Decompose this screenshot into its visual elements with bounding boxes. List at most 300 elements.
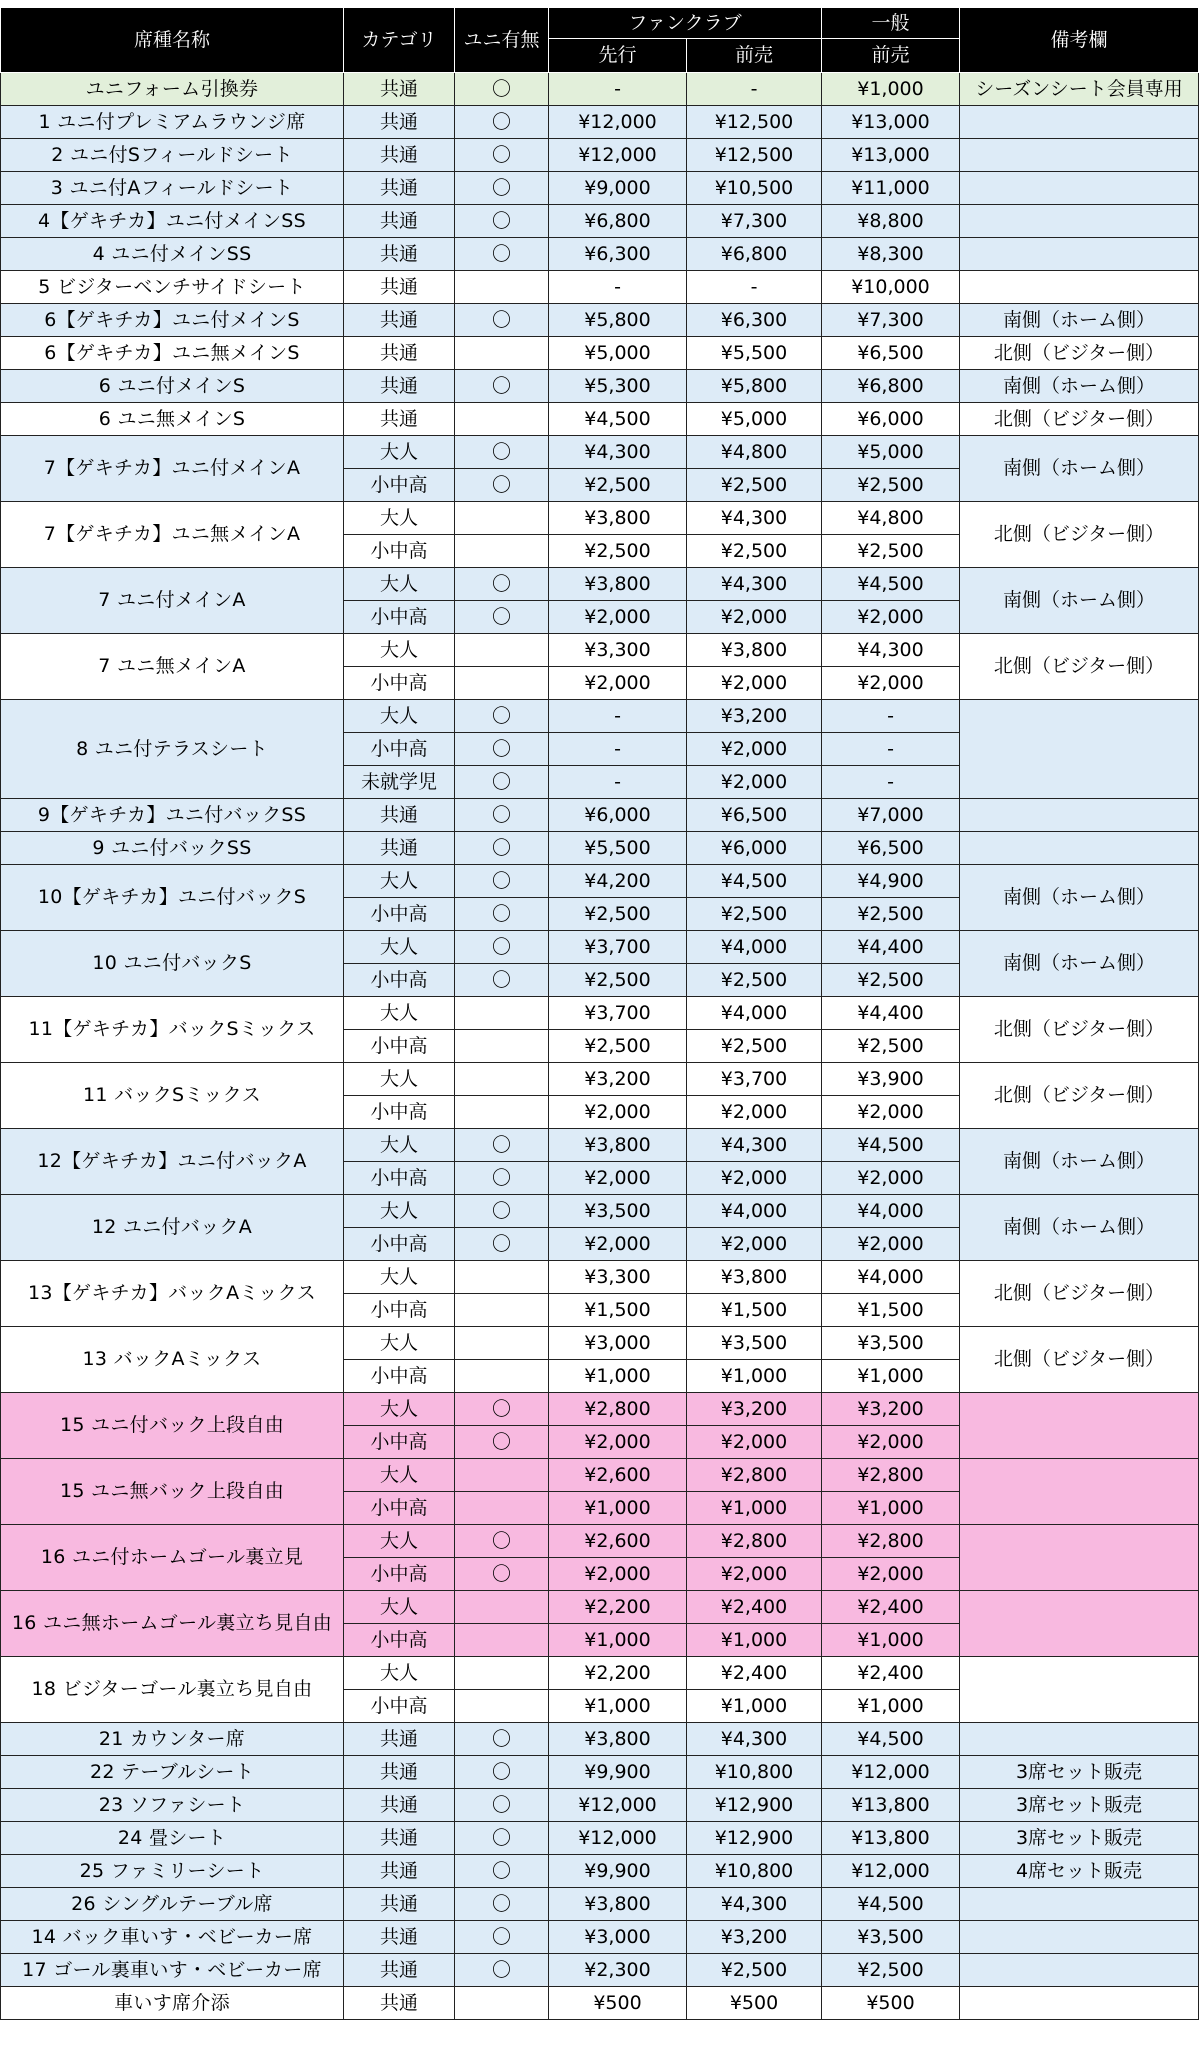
fanclub-presale-price: ¥2,500 xyxy=(687,964,822,997)
table-row xyxy=(1,832,1199,865)
uniform-mark: 〇 xyxy=(455,238,549,271)
table-row xyxy=(1,370,1199,403)
table-row xyxy=(1,205,1199,238)
uniform-mark xyxy=(455,1591,549,1624)
seat-name: 2 ユニ付Sフィールドシート xyxy=(1,139,344,172)
table-row xyxy=(1,1195,1199,1228)
uniform-mark xyxy=(455,1261,549,1294)
fanclub-presale-price: ¥3,700 xyxy=(687,1063,822,1096)
category-cell: 共通 xyxy=(344,106,455,139)
fanclub-presale-price: ¥2,000 xyxy=(687,733,822,766)
fanclub-advance-price: ¥5,300 xyxy=(549,370,687,403)
remarks-cell xyxy=(960,1525,1199,1591)
category-cell: 小中高 xyxy=(344,1558,455,1591)
fanclub-advance-price: ¥9,000 xyxy=(549,172,687,205)
seat-name: 車いす席介添 xyxy=(1,1987,344,2020)
uniform-mark: 〇 xyxy=(455,1426,549,1459)
category-cell: 小中高 xyxy=(344,1162,455,1195)
header-general-presale: 前売 xyxy=(822,39,960,73)
fanclub-advance-price: ¥2,800 xyxy=(549,1393,687,1426)
fanclub-advance-price: ¥3,500 xyxy=(549,1195,687,1228)
table-row xyxy=(1,238,1199,271)
seat-name: 11 バックSミックス xyxy=(1,1063,344,1129)
seat-name: 12【ゲキチカ】ユニ付バックA xyxy=(1,1129,344,1195)
fanclub-advance-price: ¥2,000 xyxy=(549,1558,687,1591)
fanclub-presale-price: ¥500 xyxy=(687,1987,822,2020)
fanclub-advance-price: ¥5,000 xyxy=(549,337,687,370)
general-presale-price: ¥2,500 xyxy=(822,535,960,568)
uniform-mark: 〇 xyxy=(455,205,549,238)
general-presale-price: ¥3,200 xyxy=(822,1393,960,1426)
table-row xyxy=(1,1987,1199,2020)
fanclub-advance-price: ¥4,300 xyxy=(549,436,687,469)
category-cell: 大人 xyxy=(344,1129,455,1162)
fanclub-advance-price: ¥2,500 xyxy=(549,964,687,997)
general-presale-price: ¥3,500 xyxy=(822,1327,960,1360)
table-row xyxy=(1,700,1199,733)
fanclub-advance-price: ¥500 xyxy=(549,1987,687,2020)
remarks-cell: シーズンシート会員専用 xyxy=(960,73,1199,106)
table-row xyxy=(1,931,1199,964)
category-cell: 共通 xyxy=(344,799,455,832)
remarks-cell: 北側（ビジター側） xyxy=(960,997,1199,1063)
fanclub-presale-price: ¥2,000 xyxy=(687,1096,822,1129)
seat-name: 13 バックAミックス xyxy=(1,1327,344,1393)
uniform-mark: 〇 xyxy=(455,931,549,964)
category-cell: 大人 xyxy=(344,1063,455,1096)
fanclub-presale-price: ¥7,300 xyxy=(687,205,822,238)
category-cell: 大人 xyxy=(344,1261,455,1294)
table-row xyxy=(1,403,1199,436)
seat-name: 15 ユニ無バック上段自由 xyxy=(1,1459,344,1525)
uniform-mark xyxy=(455,1492,549,1525)
remarks-cell xyxy=(960,1987,1199,2020)
table-row xyxy=(1,1327,1199,1360)
category-cell: 小中高 xyxy=(344,1624,455,1657)
remarks-cell xyxy=(960,799,1199,832)
uniform-mark xyxy=(455,1294,549,1327)
remarks-cell xyxy=(960,172,1199,205)
fanclub-presale-price: ¥4,300 xyxy=(687,568,822,601)
seat-name: 3 ユニ付Aフィールドシート xyxy=(1,172,344,205)
fanclub-advance-price: ¥9,900 xyxy=(549,1855,687,1888)
seat-name: 12 ユニ付バックA xyxy=(1,1195,344,1261)
uniform-mark xyxy=(455,1459,549,1492)
general-presale-price: ¥2,000 xyxy=(822,1228,960,1261)
category-cell: 共通 xyxy=(344,1888,455,1921)
table-row xyxy=(1,1261,1199,1294)
fanclub-advance-price: ¥3,200 xyxy=(549,1063,687,1096)
fanclub-presale-price: ¥12,500 xyxy=(687,139,822,172)
general-presale-price: ¥500 xyxy=(822,1987,960,2020)
fanclub-presale-price: ¥1,500 xyxy=(687,1294,822,1327)
remarks-cell xyxy=(960,1723,1199,1756)
category-cell: 大人 xyxy=(344,1459,455,1492)
fanclub-presale-price: ¥4,500 xyxy=(687,865,822,898)
uniform-mark xyxy=(455,997,549,1030)
fanclub-advance-price: ¥2,600 xyxy=(549,1525,687,1558)
fanclub-presale-price: ¥12,500 xyxy=(687,106,822,139)
category-cell: 大人 xyxy=(344,1525,455,1558)
category-cell: 共通 xyxy=(344,172,455,205)
fanclub-presale-price: ¥2,400 xyxy=(687,1591,822,1624)
remarks-cell: 南側（ホーム側） xyxy=(960,436,1199,502)
fanclub-advance-price: ¥2,200 xyxy=(549,1657,687,1690)
general-presale-price: - xyxy=(822,700,960,733)
uniform-mark: 〇 xyxy=(455,1822,549,1855)
fanclub-advance-price: ¥2,500 xyxy=(549,535,687,568)
fanclub-advance-price: ¥2,500 xyxy=(549,1030,687,1063)
remarks-cell: 北側（ビジター側） xyxy=(960,403,1199,436)
seat-name: 7 ユニ付メインA xyxy=(1,568,344,634)
remarks-cell: 南側（ホーム側） xyxy=(960,1129,1199,1195)
remarks-cell: 南側（ホーム側） xyxy=(960,370,1199,403)
category-cell: 共通 xyxy=(344,73,455,106)
fanclub-advance-price: ¥2,600 xyxy=(549,1459,687,1492)
uniform-mark: 〇 xyxy=(455,568,549,601)
category-cell: 小中高 xyxy=(344,1360,455,1393)
category-cell: 大人 xyxy=(344,997,455,1030)
general-presale-price: ¥3,900 xyxy=(822,1063,960,1096)
remarks-cell xyxy=(960,1393,1199,1459)
category-cell: 共通 xyxy=(344,271,455,304)
category-cell: 大人 xyxy=(344,436,455,469)
fanclub-advance-price: ¥3,700 xyxy=(549,931,687,964)
remarks-cell: 4席セット販売 xyxy=(960,1855,1199,1888)
category-cell: 共通 xyxy=(344,1756,455,1789)
uniform-mark: 〇 xyxy=(455,832,549,865)
general-presale-price: ¥6,500 xyxy=(822,337,960,370)
fanclub-advance-price: ¥2,500 xyxy=(549,469,687,502)
remarks-cell xyxy=(960,1888,1199,1921)
remarks-cell: 南側（ホーム側） xyxy=(960,1195,1199,1261)
category-cell: 未就学児 xyxy=(344,766,455,799)
category-cell: 大人 xyxy=(344,1195,455,1228)
table-row xyxy=(1,799,1199,832)
fanclub-presale-price: ¥6,800 xyxy=(687,238,822,271)
seat-name: 6【ゲキチカ】ユニ無メインS xyxy=(1,337,344,370)
uniform-mark xyxy=(455,1360,549,1393)
uniform-mark: 〇 xyxy=(455,370,549,403)
uniform-mark xyxy=(455,667,549,700)
category-cell: 大人 xyxy=(344,700,455,733)
uniform-mark xyxy=(455,1096,549,1129)
fanclub-advance-price: ¥1,000 xyxy=(549,1624,687,1657)
fanclub-advance-price: ¥3,800 xyxy=(549,568,687,601)
seat-name: ユニフォーム引換券 xyxy=(1,73,344,106)
category-cell: 小中高 xyxy=(344,1030,455,1063)
general-presale-price: ¥3,500 xyxy=(822,1921,960,1954)
table-row xyxy=(1,1657,1199,1690)
fanclub-presale-price: ¥5,500 xyxy=(687,337,822,370)
seat-price-table xyxy=(0,7,1199,2020)
fanclub-presale-price: ¥12,900 xyxy=(687,1789,822,1822)
category-cell: 共通 xyxy=(344,205,455,238)
uniform-mark xyxy=(455,1624,549,1657)
fanclub-presale-price: ¥2,500 xyxy=(687,1030,822,1063)
uniform-mark xyxy=(455,1327,549,1360)
fanclub-presale-price: ¥12,900 xyxy=(687,1822,822,1855)
category-cell: 小中高 xyxy=(344,1492,455,1525)
seat-name: 18 ビジターゴール裏立ち見自由 xyxy=(1,1657,344,1723)
table-row xyxy=(1,337,1199,370)
remarks-cell: 3席セット販売 xyxy=(960,1789,1199,1822)
fanclub-advance-price: ¥12,000 xyxy=(549,106,687,139)
uniform-mark: 〇 xyxy=(455,469,549,502)
general-presale-price: ¥13,800 xyxy=(822,1789,960,1822)
fanclub-presale-price: ¥6,000 xyxy=(687,832,822,865)
category-cell: 小中高 xyxy=(344,601,455,634)
uniform-mark: 〇 xyxy=(455,1195,549,1228)
fanclub-presale-price: ¥2,000 xyxy=(687,766,822,799)
seat-name: 14 バック車いす・ベビーカー席 xyxy=(1,1921,344,1954)
fanclub-advance-price: ¥6,300 xyxy=(549,238,687,271)
general-presale-price: ¥5,000 xyxy=(822,436,960,469)
category-cell: 共通 xyxy=(344,304,455,337)
fanclub-presale-price: ¥4,300 xyxy=(687,1888,822,1921)
remarks-cell: 南側（ホーム側） xyxy=(960,865,1199,931)
uniform-mark: 〇 xyxy=(455,1723,549,1756)
fanclub-advance-price: ¥4,200 xyxy=(549,865,687,898)
fanclub-advance-price: ¥3,000 xyxy=(549,1921,687,1954)
category-cell: 共通 xyxy=(344,1855,455,1888)
uniform-mark: 〇 xyxy=(455,1162,549,1195)
fanclub-advance-price: ¥3,800 xyxy=(549,1723,687,1756)
seat-name: 7 ユニ無メインA xyxy=(1,634,344,700)
uniform-mark: 〇 xyxy=(455,1525,549,1558)
uniform-mark: 〇 xyxy=(455,1393,549,1426)
category-cell: 共通 xyxy=(344,370,455,403)
seat-name: 7【ゲキチカ】ユニ付メインA xyxy=(1,436,344,502)
fanclub-presale-price: ¥2,000 xyxy=(687,1228,822,1261)
category-cell: 共通 xyxy=(344,1954,455,1987)
header-fc-presale: 前売 xyxy=(687,39,822,73)
uniform-mark: 〇 xyxy=(455,106,549,139)
general-presale-price: ¥4,800 xyxy=(822,502,960,535)
general-presale-price: ¥1,000 xyxy=(822,1492,960,1525)
fanclub-advance-price: - xyxy=(549,700,687,733)
fanclub-presale-price: ¥3,500 xyxy=(687,1327,822,1360)
category-cell: 小中高 xyxy=(344,469,455,502)
general-presale-price: ¥4,500 xyxy=(822,1723,960,1756)
uniform-mark: 〇 xyxy=(455,304,549,337)
general-presale-price: ¥8,800 xyxy=(822,205,960,238)
header-seat-name: 席種名称 xyxy=(1,8,344,73)
uniform-mark xyxy=(455,1657,549,1690)
fanclub-advance-price: ¥1,000 xyxy=(549,1492,687,1525)
header-general: 一般 xyxy=(822,8,960,39)
category-cell: 小中高 xyxy=(344,1096,455,1129)
fanclub-presale-price: ¥2,500 xyxy=(687,1954,822,1987)
fanclub-advance-price: ¥2,000 xyxy=(549,667,687,700)
category-cell: 共通 xyxy=(344,403,455,436)
general-presale-price: ¥2,400 xyxy=(822,1657,960,1690)
fanclub-presale-price: ¥4,000 xyxy=(687,997,822,1030)
remarks-cell: 3席セット販売 xyxy=(960,1756,1199,1789)
fanclub-advance-price: ¥2,000 xyxy=(549,1426,687,1459)
category-cell: 小中高 xyxy=(344,1294,455,1327)
category-cell: 大人 xyxy=(344,1327,455,1360)
remarks-cell: 北側（ビジター側） xyxy=(960,337,1199,370)
table-row xyxy=(1,1591,1199,1624)
uniform-mark: 〇 xyxy=(455,139,549,172)
general-presale-price: ¥2,000 xyxy=(822,667,960,700)
seat-name: 16 ユニ付ホームゴール裏立見 xyxy=(1,1525,344,1591)
remarks-cell: 南側（ホーム側） xyxy=(960,931,1199,997)
fanclub-presale-price: ¥6,500 xyxy=(687,799,822,832)
seat-name: 4【ゲキチカ】ユニ付メインSS xyxy=(1,205,344,238)
fanclub-presale-price: ¥2,000 xyxy=(687,1426,822,1459)
general-presale-price: ¥4,900 xyxy=(822,865,960,898)
general-presale-price: ¥11,000 xyxy=(822,172,960,205)
uniform-mark xyxy=(455,1030,549,1063)
remarks-cell: 北側（ビジター側） xyxy=(960,1063,1199,1129)
uniform-mark: 〇 xyxy=(455,898,549,931)
category-cell: 共通 xyxy=(344,337,455,370)
seat-name: 16 ユニ無ホームゴール裏立ち見自由 xyxy=(1,1591,344,1657)
remarks-cell xyxy=(960,1591,1199,1657)
category-cell: 共通 xyxy=(344,238,455,271)
table-row xyxy=(1,73,1199,106)
general-presale-price: ¥2,500 xyxy=(822,964,960,997)
uniform-mark: 〇 xyxy=(455,172,549,205)
uniform-mark: 〇 xyxy=(455,601,549,634)
general-presale-price: ¥6,000 xyxy=(822,403,960,436)
fanclub-advance-price: ¥6,000 xyxy=(549,799,687,832)
seat-name: 11【ゲキチカ】バックSミックス xyxy=(1,997,344,1063)
table-row xyxy=(1,1525,1199,1558)
uniform-mark: 〇 xyxy=(455,865,549,898)
fanclub-presale-price: ¥4,300 xyxy=(687,1723,822,1756)
table-row xyxy=(1,436,1199,469)
fanclub-advance-price: ¥12,000 xyxy=(549,139,687,172)
fanclub-advance-price: ¥1,000 xyxy=(549,1690,687,1723)
header-category: カテゴリ xyxy=(344,8,455,73)
general-presale-price: ¥1,000 xyxy=(822,1624,960,1657)
table-row xyxy=(1,172,1199,205)
fanclub-advance-price: ¥2,200 xyxy=(549,1591,687,1624)
fanclub-advance-price: - xyxy=(549,73,687,106)
fanclub-advance-price: ¥1,000 xyxy=(549,1360,687,1393)
uniform-mark: 〇 xyxy=(455,1855,549,1888)
category-cell: 小中高 xyxy=(344,964,455,997)
fanclub-presale-price: ¥6,300 xyxy=(687,304,822,337)
fanclub-advance-price: ¥3,000 xyxy=(549,1327,687,1360)
remarks-cell: 南側（ホーム側） xyxy=(960,304,1199,337)
fanclub-presale-price: ¥4,300 xyxy=(687,502,822,535)
fanclub-presale-price: ¥3,800 xyxy=(687,634,822,667)
general-presale-price: ¥2,800 xyxy=(822,1525,960,1558)
table-row xyxy=(1,304,1199,337)
category-cell: 小中高 xyxy=(344,535,455,568)
general-presale-price: ¥1,000 xyxy=(822,1360,960,1393)
table-row xyxy=(1,1756,1199,1789)
category-cell: 共通 xyxy=(344,1921,455,1954)
fanclub-advance-price: ¥2,000 xyxy=(549,1228,687,1261)
general-presale-price: ¥1,500 xyxy=(822,1294,960,1327)
category-cell: 大人 xyxy=(344,1393,455,1426)
fanclub-advance-price: ¥5,800 xyxy=(549,304,687,337)
remarks-cell xyxy=(960,238,1199,271)
general-presale-price: ¥1,000 xyxy=(822,73,960,106)
seat-name: 21 カウンター席 xyxy=(1,1723,344,1756)
fanclub-advance-price: - xyxy=(549,271,687,304)
table-row xyxy=(1,1954,1199,1987)
uniform-mark xyxy=(455,1063,549,1096)
remarks-cell: 北側（ビジター側） xyxy=(960,1261,1199,1327)
general-presale-price: ¥4,400 xyxy=(822,997,960,1030)
category-cell: 大人 xyxy=(344,1591,455,1624)
category-cell: 大人 xyxy=(344,502,455,535)
fanclub-advance-price: ¥6,800 xyxy=(549,205,687,238)
category-cell: 大人 xyxy=(344,634,455,667)
category-cell: 共通 xyxy=(344,1987,455,2020)
remarks-cell: 北側（ビジター側） xyxy=(960,502,1199,568)
table-row xyxy=(1,271,1199,304)
table-row xyxy=(1,1063,1199,1096)
uniform-mark: 〇 xyxy=(455,1228,549,1261)
general-presale-price: ¥2,000 xyxy=(822,1426,960,1459)
seat-name: 4 ユニ付メインSS xyxy=(1,238,344,271)
uniform-mark: 〇 xyxy=(455,1954,549,1987)
general-presale-price: ¥7,000 xyxy=(822,799,960,832)
fanclub-advance-price: ¥3,800 xyxy=(549,1129,687,1162)
table-header xyxy=(1,8,1199,73)
seat-name: 1 ユニ付プレミアムラウンジ席 xyxy=(1,106,344,139)
fanclub-presale-price: ¥10,500 xyxy=(687,172,822,205)
fanclub-presale-price: - xyxy=(687,73,822,106)
seat-name: 6【ゲキチカ】ユニ付メインS xyxy=(1,304,344,337)
fanclub-advance-price: ¥2,000 xyxy=(549,1162,687,1195)
general-presale-price: ¥2,500 xyxy=(822,1954,960,1987)
table-row xyxy=(1,1459,1199,1492)
fanclub-presale-price: ¥2,500 xyxy=(687,535,822,568)
category-cell: 小中高 xyxy=(344,733,455,766)
fanclub-advance-price: ¥9,900 xyxy=(549,1756,687,1789)
seat-name: 10 ユニ付バックS xyxy=(1,931,344,997)
remarks-cell xyxy=(960,271,1199,304)
fanclub-advance-price: ¥3,700 xyxy=(549,997,687,1030)
uniform-mark: 〇 xyxy=(455,1756,549,1789)
fanclub-advance-price: ¥2,000 xyxy=(549,1096,687,1129)
general-presale-price: ¥2,500 xyxy=(822,898,960,931)
remarks-cell: 3席セット販売 xyxy=(960,1822,1199,1855)
general-presale-price: ¥2,400 xyxy=(822,1591,960,1624)
general-presale-price: - xyxy=(822,733,960,766)
seat-name: 25 ファミリーシート xyxy=(1,1855,344,1888)
table-row xyxy=(1,1822,1199,1855)
uniform-mark xyxy=(455,1987,549,2020)
category-cell: 共通 xyxy=(344,1822,455,1855)
table-row xyxy=(1,1393,1199,1426)
fanclub-advance-price: ¥3,800 xyxy=(549,502,687,535)
remarks-cell xyxy=(960,1657,1199,1723)
category-cell: 共通 xyxy=(344,139,455,172)
fanclub-advance-price: ¥3,300 xyxy=(549,1261,687,1294)
fanclub-presale-price: ¥2,800 xyxy=(687,1525,822,1558)
seat-name: 9【ゲキチカ】ユニ付バックSS xyxy=(1,799,344,832)
fanclub-advance-price: ¥12,000 xyxy=(549,1822,687,1855)
fanclub-presale-price: ¥3,200 xyxy=(687,1393,822,1426)
uniform-mark xyxy=(455,271,549,304)
seat-name: 24 畳シート xyxy=(1,1822,344,1855)
general-presale-price: ¥4,500 xyxy=(822,1129,960,1162)
fanclub-presale-price: - xyxy=(687,271,822,304)
remarks-cell xyxy=(960,1954,1199,1987)
table-row xyxy=(1,568,1199,601)
general-presale-price: ¥4,400 xyxy=(822,931,960,964)
fanclub-presale-price: ¥4,800 xyxy=(687,436,822,469)
